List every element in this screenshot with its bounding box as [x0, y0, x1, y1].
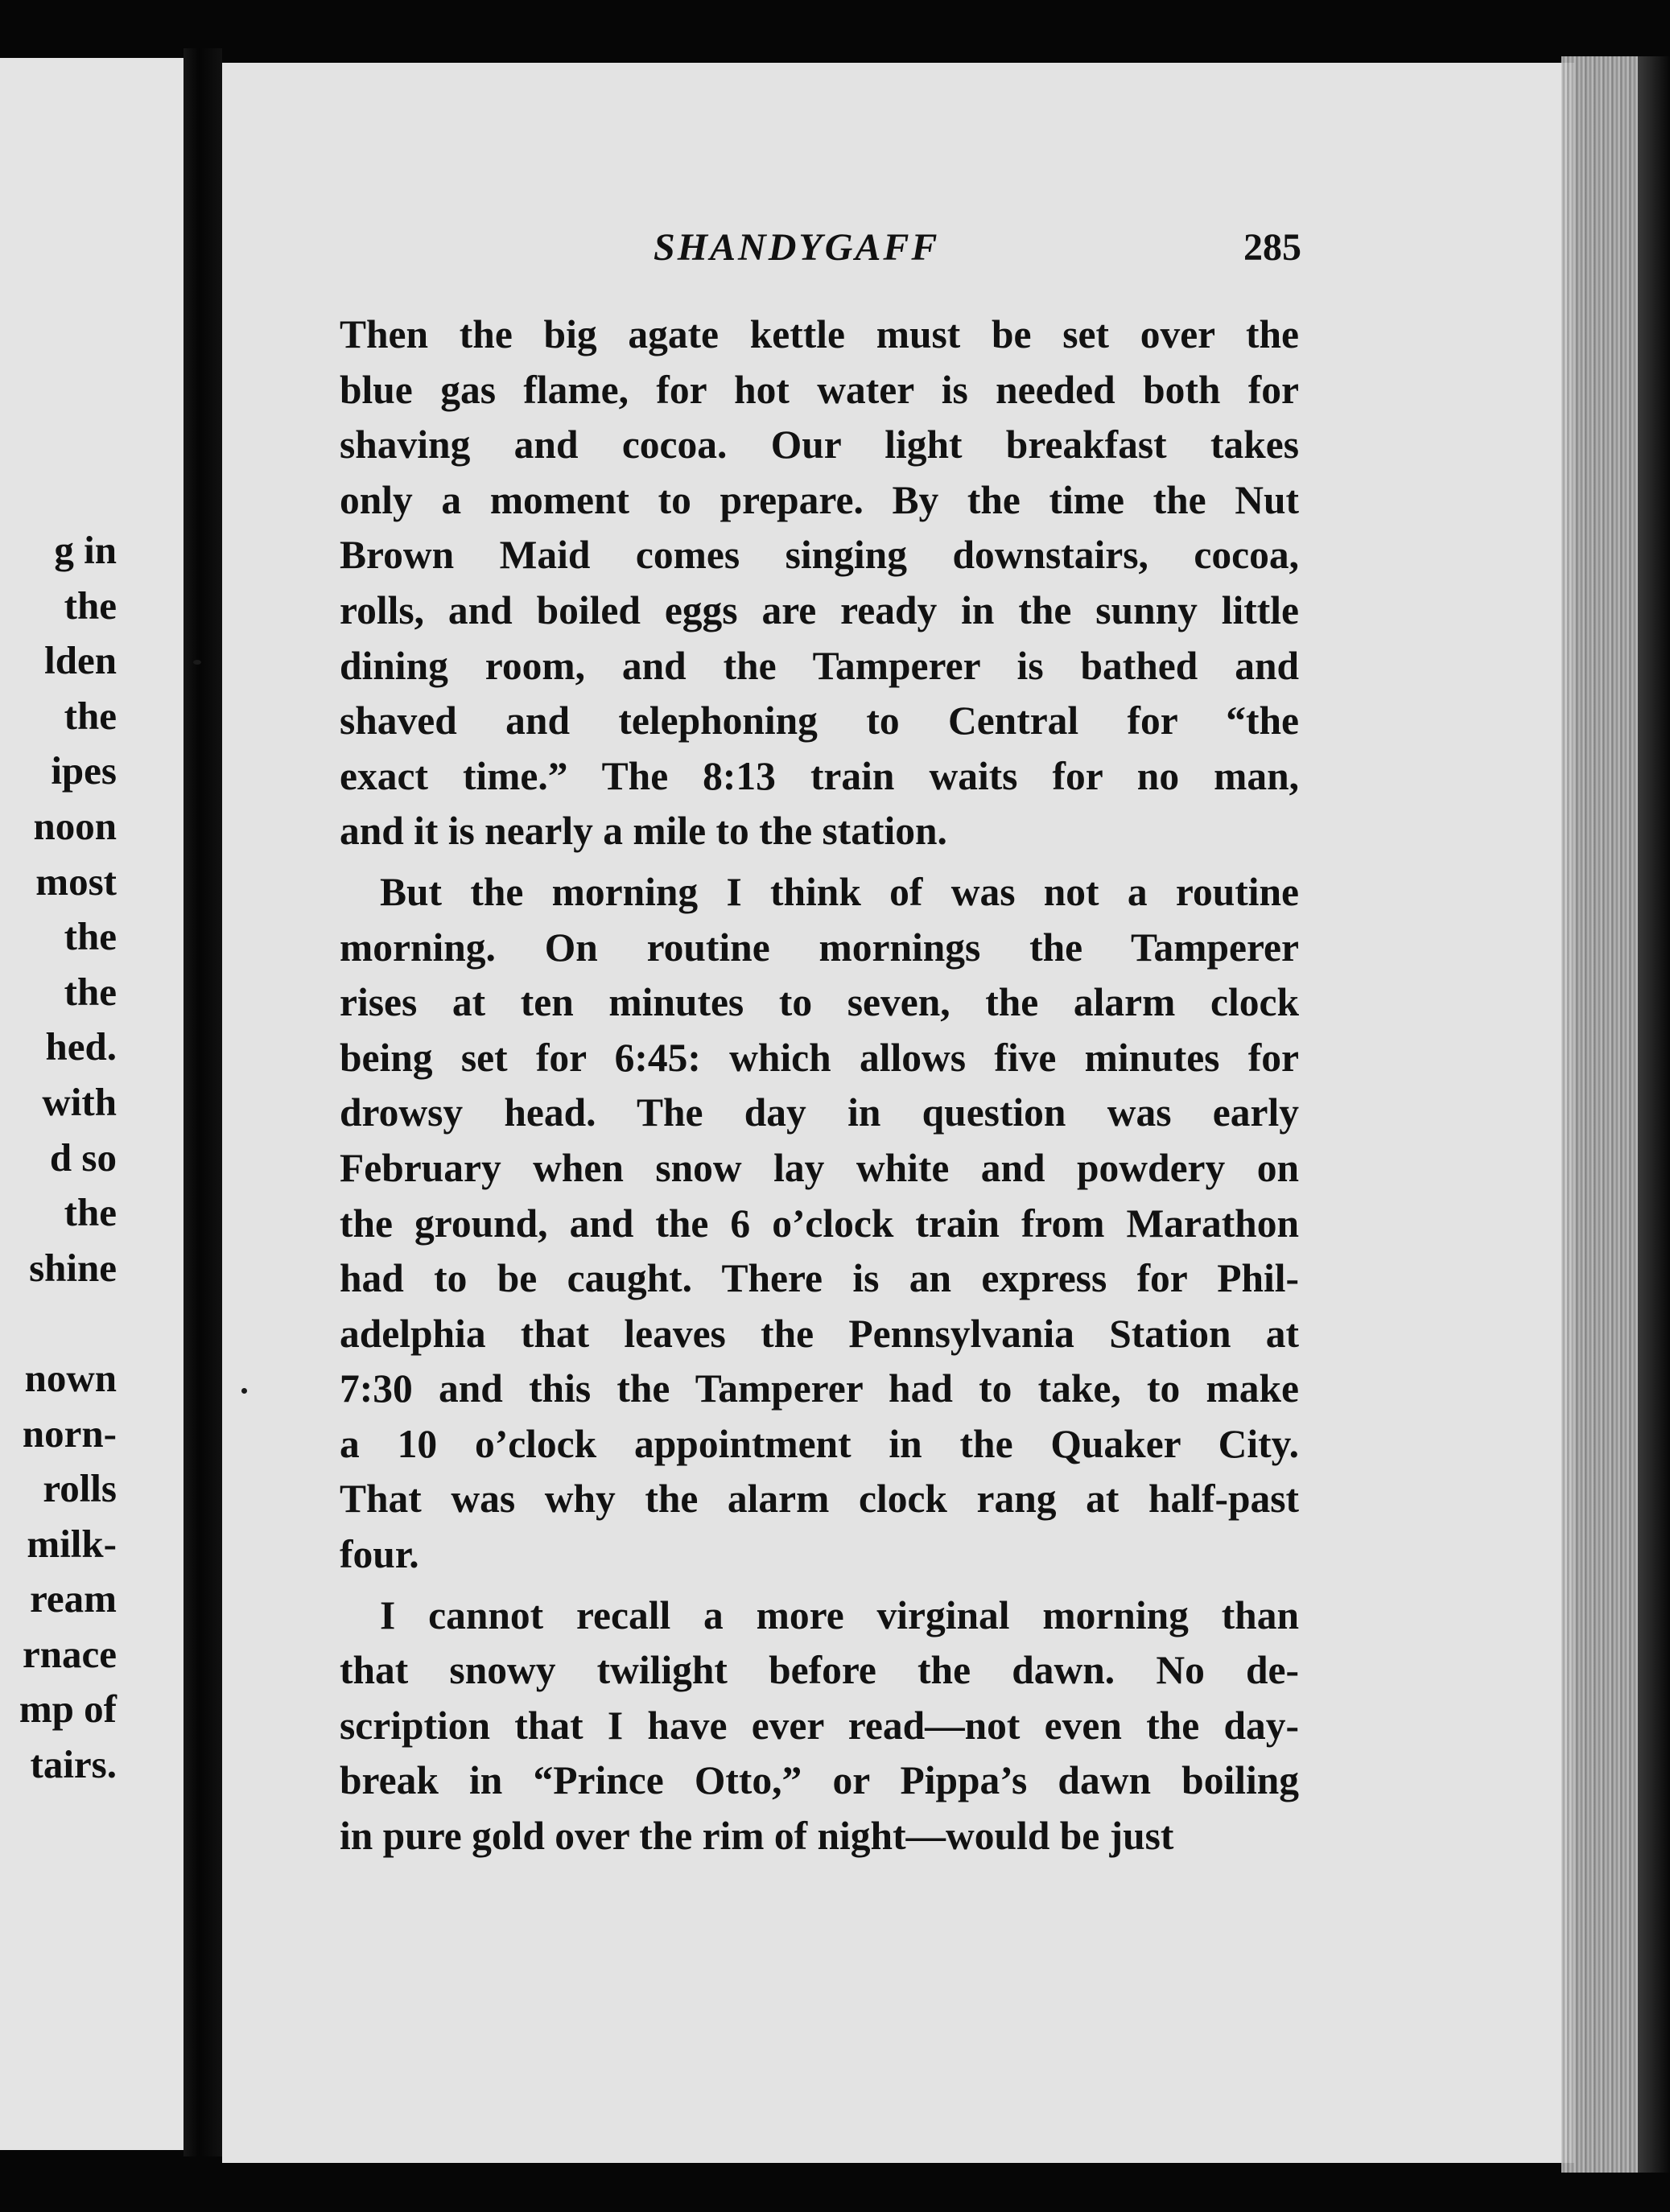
text-line: shaved and telephoning to Central for “the [340, 698, 1299, 744]
previous-page-line: noon [33, 803, 117, 848]
previous-page-line: the [64, 914, 117, 959]
previous-page-line: the [64, 583, 117, 628]
previous-page-line: hed. [45, 1024, 117, 1069]
page-edges [1561, 56, 1638, 2173]
previous-page-line: ream [30, 1576, 117, 1621]
previous-page-line: d so [49, 1135, 117, 1180]
previous-page-line: with [42, 1079, 117, 1124]
previous-page-text [0, 523, 117, 1793]
text-line: That was why the alarm clock rang at half-past [340, 1477, 1299, 1522]
text-line: blue gas flame, for hot water is needed both for [340, 367, 1299, 412]
previous-page-line: shine [29, 1245, 117, 1290]
text-line: drowsy head. The day in question was early [340, 1090, 1299, 1135]
text-line: shaving and cocoa. Our light breakfast takes [340, 422, 1299, 468]
text-line: February when snow lay white and powdery on [340, 1145, 1299, 1190]
text-line: in pure gold over the rim of night—would be just [340, 1814, 1174, 1859]
previous-page-line: most [35, 859, 117, 904]
page-edge-shadow [1638, 56, 1670, 2173]
previous-page-line: milk- [27, 1521, 117, 1566]
previous-page-line: the [64, 693, 117, 738]
text-line: rises at ten minutes to seven, the alarm clock [340, 980, 1299, 1025]
previous-page-line: lden [44, 638, 117, 683]
previous-page-line: g in [54, 528, 117, 572]
text-line: and it is nearly a mile to the station. [340, 809, 947, 854]
previous-page-line: the [64, 1190, 117, 1235]
text-line: But the morning I think of was not a routine [380, 869, 1299, 914]
previous-page-line: mp of [19, 1687, 117, 1732]
text-line: exact time.” The 8:13 train waits for no man, [340, 753, 1299, 798]
previous-page-line: tairs. [30, 1742, 117, 1787]
previous-page-line: norn- [22, 1411, 117, 1456]
paragraph [340, 1588, 1299, 1864]
running-head: SHANDYGAFF [654, 226, 940, 269]
text-line: had to be caught. There is an express for Phil- [340, 1256, 1299, 1301]
text-line: Then the big agate kettle must be set over the [340, 312, 1299, 356]
paragraph [340, 307, 1299, 859]
book-gutter [183, 48, 222, 2156]
text-line: morning. On routine mornings the Tamperer [340, 925, 1299, 970]
text-line: scription that I have ever read—not even the day- [340, 1703, 1299, 1748]
text-line: dining room, and the Tamperer is bathed and [340, 643, 1299, 688]
previous-page-line: rnace [23, 1631, 117, 1676]
text-line: Brown Maid comes singing downstairs, cocoa, [340, 533, 1299, 578]
scan-speck [241, 1388, 247, 1394]
previous-page-line: nown [24, 1355, 117, 1400]
text-line: break in “Prince Otto,” or Pippa’s dawn boiling [340, 1758, 1299, 1803]
scan-speck [193, 660, 201, 665]
page-number: 285 [1243, 226, 1301, 269]
previous-page-line [0, 1295, 117, 1351]
text-line: a 10 o’clock appointment in the Quaker City. [340, 1421, 1299, 1466]
text-line: rolls, and boiled eggs are ready in the sunny little [340, 587, 1299, 632]
paragraph [340, 865, 1299, 1583]
previous-page-line: rolls [43, 1466, 117, 1511]
text-line: four. [340, 1532, 419, 1577]
text-line: only a moment to prepare. By the time the Nut [340, 477, 1299, 522]
previous-page-line: ipes [51, 748, 117, 793]
text-line: the ground, and the 6 o’clock train from Marathon [340, 1201, 1299, 1246]
text-line: adelphia that leaves the Pennsylvania Station at [340, 1311, 1299, 1356]
text-line: 7:30 and this the Tamperer had to take, to make [340, 1366, 1299, 1411]
text-line: I cannot recall a more virginal morning than [380, 1592, 1299, 1637]
body-text [340, 307, 1299, 1870]
text-line: that snowy twilight before the dawn. No de- [340, 1648, 1299, 1693]
text-line: being set for 6:45: which allows five minutes for [340, 1035, 1299, 1080]
previous-page-fragment [0, 58, 183, 2150]
previous-page-line: the [64, 969, 117, 1014]
